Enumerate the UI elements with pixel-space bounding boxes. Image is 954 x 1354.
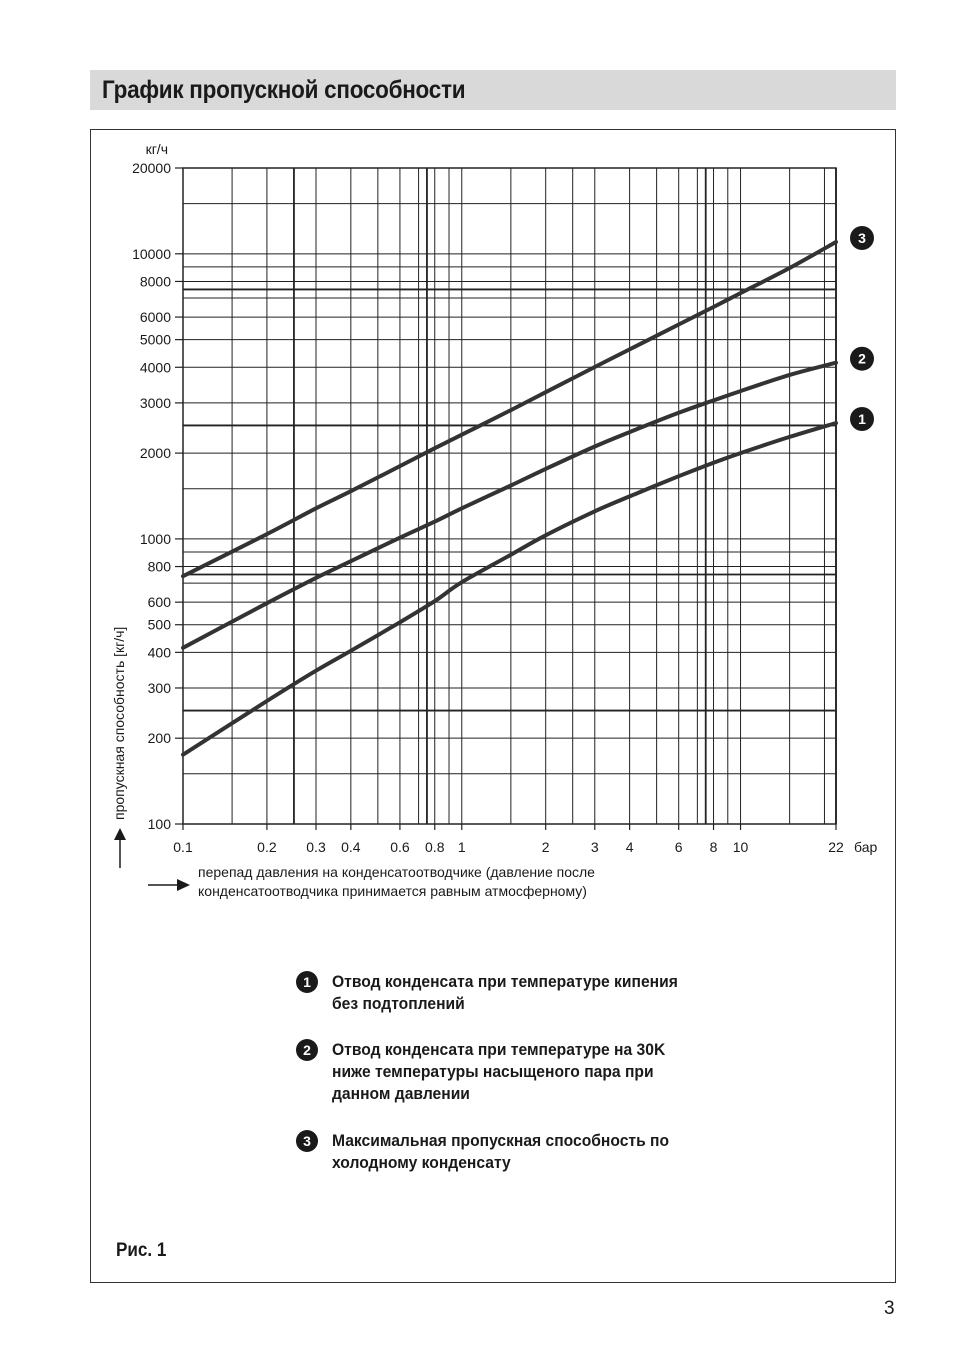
badge-3: 3	[296, 1130, 318, 1152]
badge-2: 2	[296, 1039, 318, 1061]
y-unit-label: кг/ч	[145, 141, 168, 157]
y-tick-label: 800	[147, 558, 171, 575]
badge-1: 1	[296, 971, 318, 993]
x-tick-label: 4	[625, 839, 634, 855]
curve-3	[183, 242, 836, 576]
x-tick-label: 3	[590, 839, 599, 855]
y-tick-label: 4000	[139, 359, 171, 376]
x-tick-label: 0.3	[306, 839, 326, 855]
x-axis-label-line-1: перепад давления на конденсатоотводчике (давление после	[198, 864, 595, 880]
x-tick-label: 6	[674, 839, 683, 855]
y-axis-label: пропускная способность [кг/ч]	[111, 626, 127, 820]
legend-text-2: Отвод конденсата при температуре на 30K ниже температуры насыщеного пара при данном давлении	[332, 1040, 666, 1103]
x-tick-label: 22	[828, 839, 844, 855]
x-tick-label: 0.4	[341, 839, 361, 855]
x-tick-label: 2	[541, 839, 550, 855]
x-tick-label: 1	[457, 839, 466, 855]
x-tick-label: 0.8	[425, 839, 445, 855]
x-tick-label: 0.1	[173, 839, 193, 855]
y-tick-label: 100	[147, 816, 171, 832]
curve-1	[183, 423, 836, 755]
x-axis-label-line-2: конденсатоотводчика принимается равным атмосферному)	[198, 883, 587, 899]
y-tick-label: 200	[147, 730, 171, 747]
x-axis-arrow-head	[177, 879, 190, 891]
y-tick-label: 1000	[139, 530, 171, 547]
legend-text-1: Отвод конденсата при температуре кипения без подтоплений	[332, 972, 678, 1013]
x-tick-label: 0.6	[390, 839, 410, 855]
legend-text-3: Максимальная пропускная способность по холодному конденсату	[332, 1131, 670, 1172]
y-tick-label: 300	[147, 679, 171, 696]
curve-badge-label-1: 1	[858, 411, 866, 428]
y-tick-label: 400	[147, 644, 171, 661]
y-tick-label: 5000	[139, 331, 171, 348]
curve-badge-label-3: 3	[858, 230, 866, 247]
page-title: График пропускной способности	[102, 76, 466, 104]
y-tick-label: 20000	[132, 160, 171, 176]
curve-badge-label-2: 2	[858, 350, 866, 367]
y-axis-arrow-head	[114, 828, 126, 840]
curve-2	[183, 363, 836, 648]
y-tick-label: 2000	[139, 445, 171, 462]
y-tick-label: 500	[147, 616, 171, 633]
y-tick-label: 10000	[132, 245, 171, 262]
x-tick-label: 10	[732, 839, 749, 855]
x-unit-label: бар	[854, 839, 878, 855]
x-tick-label: 8	[709, 839, 718, 855]
y-tick-label: 600	[147, 594, 171, 611]
y-tick-label: 8000	[139, 273, 171, 290]
y-tick-label: 6000	[139, 309, 171, 326]
figure-label: Рис. 1	[116, 1240, 167, 1261]
page-number: 3	[884, 1298, 895, 1319]
y-tick-label: 3000	[139, 394, 171, 411]
x-tick-label: 0.2	[257, 839, 277, 855]
